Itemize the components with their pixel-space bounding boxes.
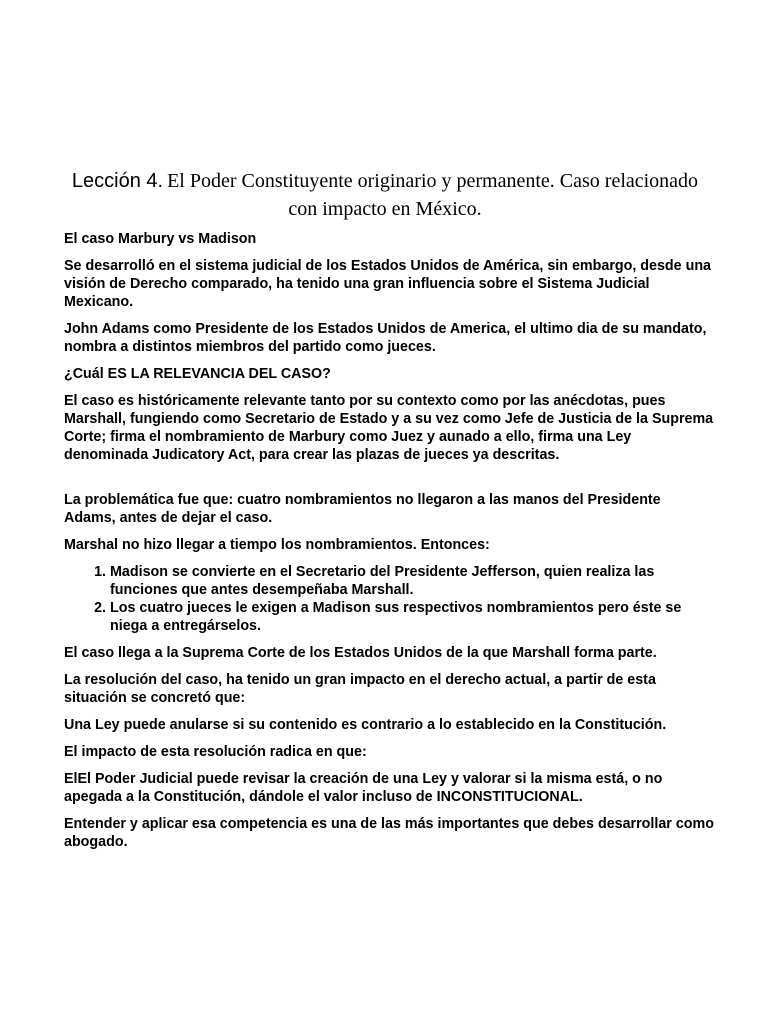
- numbered-list: [64, 563, 714, 635]
- list-item: 2. Los cuatro jueces le exigen a Madison sus respectivos nombramientos pero éste se niega a entregárselos.: [110, 599, 714, 635]
- paragraph-origin: Se desarrolló en el sistema judicial de los Estados Unidos de América, sin embargo, desde una visión de Derecho comparado, ha tenido una gran influencia sobre el Sistema Judicial Mexicano.: [64, 258, 712, 310]
- lesson-heading: El Poder Constituyente originario y permanente. Caso relacionado con impacto en México.: [167, 170, 699, 220]
- document-body: [64, 230, 714, 860]
- paragraph-judicial-power: ElEl Poder Judicial puede revisar la creación de una Ley y valorar si la misma está, o no apegada a la Constitución, dándole el valor incluso de INCONSTITUCIONAL.: [64, 771, 663, 805]
- paragraph-supreme-court: El caso llega a la Suprema Corte de los Estados Unidos de la que Marshall forma parte.: [64, 645, 657, 661]
- case-name: El caso Marbury vs Madison: [64, 231, 257, 247]
- paragraph-relevance: El caso es históricamente relevante tanto por su contexto como por las anécdotas, pues Marshall, fungiendo como Secretario de Estado y a su vez como Jefe de Justicia de la Suprema Corte; firma el nombramiento de Marbury como Juez y aunado a ello, firma una Ley denominada Judicatory Act, para crear las plazas de jueces ya descritas.: [64, 393, 714, 463]
- paragraph-law: Una Ley puede anularse si su contenido es contrario a lo establecido en la Constitución.: [64, 717, 667, 733]
- paragraph-resolution: La resolución del caso, ha tenido un gran impacto en el derecho actual, a partir de esta situación se concretó que:: [64, 672, 656, 706]
- paragraph-adams: John Adams como Presidente de los Estados Unidos de America, el ultimo dia de su mandato, nombra a distintos miembros del partido como jueces.: [64, 321, 707, 355]
- paragraph-problem: La problemática fue que: cuatro nombramientos no llegaron a las manos del Presidente Adams, antes de dejar el caso.: [64, 492, 661, 526]
- list-item: 1. Madison se convierte en el Secretario del Presidente Jefferson, quien realiza las funciones que antes desempeñaba Marshall.: [110, 563, 714, 599]
- paragraph-conclusion: Entender y aplicar esa competencia es una de las más importantes que debes desarrollar como abogado.: [64, 816, 714, 850]
- relevance-heading: ¿Cuál ES LA RELEVANCIA DEL CASO?: [64, 366, 331, 382]
- lesson-number: Lección 4.: [71, 170, 164, 192]
- paragraph-impact: El impacto de esta resolución radica en que:: [64, 744, 367, 760]
- lesson-title: [60, 168, 710, 224]
- paragraph-marshal: Marshal no hizo llegar a tiempo los nombramientos. Entonces:: [64, 537, 490, 553]
